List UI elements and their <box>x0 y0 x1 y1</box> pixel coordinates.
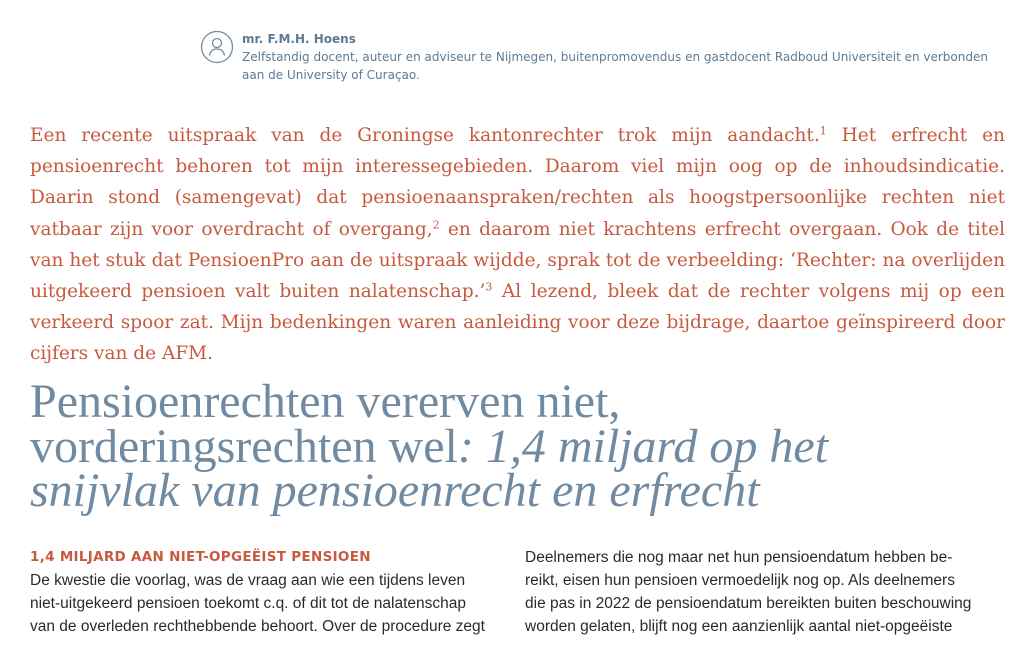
author-bio-line-2: aan de University of Curaçao. <box>242 68 420 82</box>
footnote-ref-1[interactable]: 1 <box>819 124 827 138</box>
author-name: mr. F.M.H. Hoens <box>242 32 356 46</box>
footnote-ref-3[interactable]: 3 <box>485 280 493 294</box>
lead-paragraph <box>30 120 1005 370</box>
lead-text-2: Het erfrecht en pensioenrecht behoren tot mijn interessegebieden. Daarom viel mijn oog op de inhoudsindicatie. Daarin stond (samengevat) dat pensioenaanspraken/rechten als hoogstpersoonlijke rechten niet vatbaar zijn voor overdracht of overgang, <box>30 125 1005 240</box>
section-heading: 1,4 MILJARD AAN NIET-OPGEËIST PENSIOEN <box>30 549 371 565</box>
body-line: De kwestie die voorlag, was de vraag aan wie een tijdens leven <box>30 572 466 589</box>
headline-line-2-plain: vorderingsrechten wel <box>30 419 458 473</box>
lead-text-4: Al lezend, bleek dat de rechter volgens mij op een verkeerd spoor zat. Mijn bedenkingen waren aanleiding voor deze bijdrage, daartoe geïnspireerd door cijfers van de AFM. <box>30 281 1005 365</box>
headline-line-3-italic: snijvlak van pensioenrecht en erfrecht <box>30 464 760 517</box>
person-icon <box>200 30 234 64</box>
headline-line-1: Pensioenrechten vererven niet, <box>30 375 621 428</box>
body-column-left <box>30 546 505 638</box>
author-bio-line-1: Zelfstandig docent, auteur en adviseur te Nijmegen, buitenpromovendus en gastdocent Radboud Universiteit en verbonden <box>242 50 988 64</box>
body-line: van de overleden rechthebbende behoort. Over de procedure zegt <box>30 618 485 635</box>
body-line: die pas in 2022 de pensioendatum bereikten buiten beschouwing <box>525 595 972 612</box>
headline-line-2-italic: : 1,4 miljard op het <box>457 419 829 473</box>
body-line: Deelnemers die nog maar net hun pensioendatum hebben be- <box>525 549 953 566</box>
lead-text-1: Een recente uitspraak van de Groningse kantonrechter trok mijn aandacht. <box>30 125 820 146</box>
footnote-ref-2[interactable]: 2 <box>432 218 440 232</box>
body-line: niet-uitgekeerd pensioen toekomt c.q. of dit tot de nalatenschap <box>30 595 467 612</box>
body-line: reikt, eisen hun pensioen vermoedelijk nog op. Als deelnemers <box>525 572 955 589</box>
author-text <box>242 22 992 84</box>
author-block <box>200 22 1000 88</box>
body-column-right <box>525 546 995 638</box>
article-headline <box>30 375 1010 517</box>
lead-text-3: en daarom niet krachtens erfrecht overgaan. Ook de titel van het stuk dat PensioenPro aan de uitspraak wijdde, sprak tot de verbeelding: ‘Rechter: na overlijden uitgekeerd pensioen valt buiten nalatenschap.’ <box>30 218 1005 303</box>
body-line: worden gelaten, blijft nog een aanzienlijk aantal niet-opgeëiste <box>525 618 953 635</box>
